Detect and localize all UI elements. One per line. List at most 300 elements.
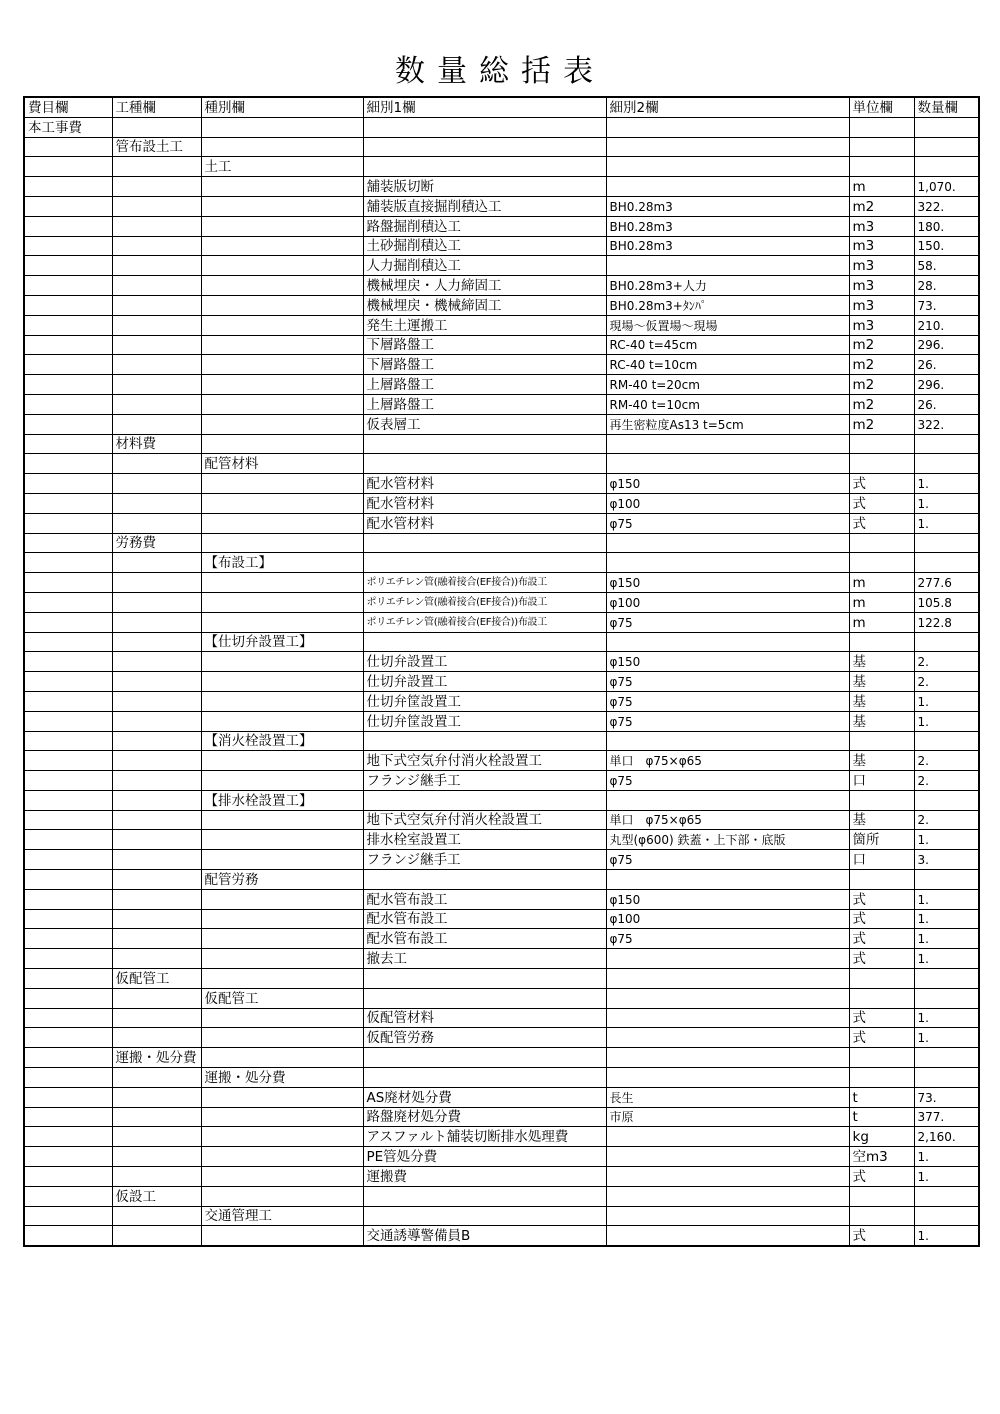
work-type-cell <box>112 790 201 810</box>
quantity-cell <box>914 157 979 177</box>
quantity-cell: 377. <box>914 1107 979 1127</box>
work-type-cell <box>112 632 201 652</box>
work-type-cell <box>112 573 201 593</box>
detail2-cell <box>606 157 849 177</box>
detail2-cell: 現場～仮置場～現場 <box>606 315 849 335</box>
cost-item-cell <box>24 335 112 355</box>
category-cell: 【排水栓設置工】 <box>201 790 363 810</box>
table-row <box>24 1226 979 1246</box>
detail1-cell: 仮表層工 <box>363 414 606 434</box>
unit-cell <box>849 454 914 474</box>
table-row <box>24 137 979 157</box>
header-cell: 単位欄 <box>849 97 914 117</box>
work-type-cell <box>112 1226 201 1246</box>
quantity-cell: 28. <box>914 276 979 296</box>
detail1-cell <box>363 790 606 810</box>
work-type-cell <box>112 909 201 929</box>
cost-item-cell <box>24 988 112 1008</box>
category-cell: 【消火栓設置工】 <box>201 731 363 751</box>
unit-cell: m3 <box>849 315 914 335</box>
detail2-cell: φ100 <box>606 592 849 612</box>
unit-cell: 箇所 <box>849 830 914 850</box>
detail2-cell: 再生密粒度As13 t=5cm <box>606 414 849 434</box>
work-type-cell <box>112 612 201 632</box>
quantity-summary-table <box>23 96 980 1247</box>
work-type-cell <box>112 1167 201 1187</box>
cost-item-cell <box>24 711 112 731</box>
quantity-cell: 1. <box>914 1028 979 1048</box>
work-type-cell: 管布設土工 <box>112 137 201 157</box>
unit-cell: m2 <box>849 355 914 375</box>
table-row <box>24 474 979 494</box>
category-cell <box>201 672 363 692</box>
detail1-cell: 配水管材料 <box>363 493 606 513</box>
table-row <box>24 1048 979 1068</box>
cost-item-cell <box>24 929 112 949</box>
detail2-cell: RC-40 t=10cm <box>606 355 849 375</box>
category-cell <box>201 929 363 949</box>
work-type-cell <box>112 1206 201 1226</box>
detail2-cell <box>606 1206 849 1226</box>
cost-item-cell <box>24 236 112 256</box>
detail2-cell: φ150 <box>606 652 849 672</box>
detail1-cell: ポリエチレン管(融着接合(EF接合))布設工 <box>363 592 606 612</box>
work-type-cell <box>112 949 201 969</box>
detail1-cell: ポリエチレン管(融着接合(EF接合))布設工 <box>363 612 606 632</box>
detail1-cell: フランジ継手工 <box>363 771 606 791</box>
cost-item-cell <box>24 969 112 989</box>
quantity-cell: 2. <box>914 771 979 791</box>
table-row <box>24 1087 979 1107</box>
unit-cell: 式 <box>849 1167 914 1187</box>
detail1-cell: 配水管布設工 <box>363 889 606 909</box>
cost-item-cell <box>24 1028 112 1048</box>
unit-cell: 式 <box>849 1028 914 1048</box>
detail1-cell: 上層路盤工 <box>363 375 606 395</box>
detail2-cell <box>606 949 849 969</box>
detail1-cell: 発生土運搬工 <box>363 315 606 335</box>
cost-item-cell <box>24 553 112 573</box>
cost-item-cell <box>24 394 112 414</box>
table-row <box>24 394 979 414</box>
quantity-cell <box>914 731 979 751</box>
cost-item-cell <box>24 672 112 692</box>
unit-cell: m <box>849 177 914 197</box>
cost-item-cell <box>24 474 112 494</box>
table-row <box>24 177 979 197</box>
cost-item-cell <box>24 315 112 335</box>
table-row <box>24 1206 979 1226</box>
detail1-cell: アスファルト舗装切断排水処理費 <box>363 1127 606 1147</box>
detail1-cell: 仕切弁筐設置工 <box>363 711 606 731</box>
quantity-cell <box>914 1186 979 1206</box>
table-row <box>24 355 979 375</box>
detail1-cell <box>363 117 606 137</box>
unit-cell: t <box>849 1087 914 1107</box>
work-type-cell <box>112 870 201 890</box>
unit-cell <box>849 1206 914 1226</box>
table-row <box>24 1028 979 1048</box>
work-type-cell <box>112 1127 201 1147</box>
category-cell <box>201 830 363 850</box>
unit-cell <box>849 553 914 573</box>
category-cell <box>201 889 363 909</box>
category-cell <box>201 137 363 157</box>
cost-item-cell <box>24 810 112 830</box>
cost-item-cell <box>24 276 112 296</box>
category-cell: 配管材料 <box>201 454 363 474</box>
table-row <box>24 830 979 850</box>
unit-cell: 基 <box>849 672 914 692</box>
detail1-cell <box>363 137 606 157</box>
cost-item-cell <box>24 533 112 553</box>
cost-item-cell: 本工事費 <box>24 117 112 137</box>
quantity-cell: 180. <box>914 216 979 236</box>
category-cell <box>201 394 363 414</box>
quantity-cell: 1. <box>914 691 979 711</box>
work-type-cell <box>112 672 201 692</box>
work-type-cell <box>112 315 201 335</box>
detail1-cell: 配水管布設工 <box>363 929 606 949</box>
cost-item-cell <box>24 295 112 315</box>
cost-item-cell <box>24 157 112 177</box>
detail2-cell: BH0.28m3 <box>606 196 849 216</box>
detail1-cell <box>363 157 606 177</box>
unit-cell <box>849 1068 914 1088</box>
unit-cell <box>849 1048 914 1068</box>
detail2-cell <box>606 256 849 276</box>
cost-item-cell <box>24 375 112 395</box>
quantity-cell: 2. <box>914 810 979 830</box>
work-type-cell <box>112 216 201 236</box>
category-cell <box>201 335 363 355</box>
unit-cell: m3 <box>849 256 914 276</box>
detail1-cell: 地下式空気弁付消火栓設置工 <box>363 810 606 830</box>
unit-cell: 基 <box>849 711 914 731</box>
work-type-cell <box>112 1147 201 1167</box>
work-type-cell: 仮配管工 <box>112 969 201 989</box>
unit-cell: 式 <box>849 909 914 929</box>
unit-cell <box>849 632 914 652</box>
detail1-cell: 仮配管労務 <box>363 1028 606 1048</box>
detail2-cell: φ75 <box>606 771 849 791</box>
unit-cell: 式 <box>849 513 914 533</box>
detail2-cell: φ75 <box>606 691 849 711</box>
quantity-cell <box>914 553 979 573</box>
detail2-cell: 丸型(φ600) 鉄蓋・上下部・底版 <box>606 830 849 850</box>
category-cell: 仮配管工 <box>201 988 363 1008</box>
quantity-cell: 73. <box>914 295 979 315</box>
table-row <box>24 870 979 890</box>
detail2-cell: 市原 <box>606 1107 849 1127</box>
category-cell <box>201 177 363 197</box>
cost-item-cell <box>24 454 112 474</box>
category-cell: 配管労務 <box>201 870 363 890</box>
category-cell <box>201 1147 363 1167</box>
table-row <box>24 434 979 454</box>
work-type-cell <box>112 988 201 1008</box>
table-row <box>24 711 979 731</box>
table-body <box>24 117 979 1246</box>
quantity-cell <box>914 454 979 474</box>
work-type-cell <box>112 691 201 711</box>
category-cell <box>201 1028 363 1048</box>
category-cell <box>201 295 363 315</box>
table-row <box>24 691 979 711</box>
unit-cell <box>849 117 914 137</box>
detail2-cell: φ75 <box>606 513 849 533</box>
detail1-cell <box>363 434 606 454</box>
detail1-cell: PE管処分費 <box>363 1147 606 1167</box>
detail1-cell: 排水栓室設置工 <box>363 830 606 850</box>
quantity-cell: 105.8 <box>914 592 979 612</box>
detail1-cell: 人力掘削積込工 <box>363 256 606 276</box>
cost-item-cell <box>24 909 112 929</box>
table-row <box>24 672 979 692</box>
category-cell <box>201 969 363 989</box>
table-row <box>24 632 979 652</box>
work-type-cell <box>112 1008 201 1028</box>
detail2-cell: φ150 <box>606 573 849 593</box>
quantity-cell: 58. <box>914 256 979 276</box>
detail1-cell <box>363 988 606 1008</box>
detail1-cell <box>363 1068 606 1088</box>
table-row <box>24 493 979 513</box>
detail2-cell <box>606 731 849 751</box>
unit-cell: m2 <box>849 335 914 355</box>
table-row <box>24 1008 979 1028</box>
category-cell: 【仕切弁設置工】 <box>201 632 363 652</box>
detail2-cell <box>606 1048 849 1068</box>
cost-item-cell <box>24 1008 112 1028</box>
category-cell <box>201 592 363 612</box>
table-row <box>24 810 979 830</box>
table-row <box>24 889 979 909</box>
category-cell <box>201 1127 363 1147</box>
category-cell <box>201 751 363 771</box>
detail1-cell: 上層路盤工 <box>363 394 606 414</box>
detail1-cell: 下層路盤工 <box>363 335 606 355</box>
category-cell <box>201 1087 363 1107</box>
unit-cell: 基 <box>849 751 914 771</box>
table-row <box>24 592 979 612</box>
quantity-cell <box>914 969 979 989</box>
detail1-cell <box>363 533 606 553</box>
detail2-cell <box>606 1147 849 1167</box>
quantity-cell: 122.8 <box>914 612 979 632</box>
detail1-cell <box>363 553 606 573</box>
quantity-cell: 2. <box>914 751 979 771</box>
category-cell <box>201 375 363 395</box>
cost-item-cell <box>24 355 112 375</box>
category-cell <box>201 256 363 276</box>
unit-cell: m2 <box>849 375 914 395</box>
table-row <box>24 196 979 216</box>
detail1-cell: 土砂掘削積込工 <box>363 236 606 256</box>
detail2-cell <box>606 117 849 137</box>
work-type-cell <box>112 157 201 177</box>
unit-cell: m2 <box>849 414 914 434</box>
quantity-cell <box>914 870 979 890</box>
detail1-cell: 配水管材料 <box>363 513 606 533</box>
header-cell: 数量欄 <box>914 97 979 117</box>
page-title: 数量総括表 <box>395 54 605 89</box>
table-row <box>24 414 979 434</box>
category-cell <box>201 414 363 434</box>
detail2-cell <box>606 177 849 197</box>
quantity-cell: 3. <box>914 850 979 870</box>
table-row <box>24 295 979 315</box>
detail2-cell: φ75 <box>606 929 849 949</box>
table-row <box>24 790 979 810</box>
work-type-cell <box>112 751 201 771</box>
table-row <box>24 1068 979 1088</box>
detail1-cell: 交通誘導警備員B <box>363 1226 606 1246</box>
category-cell: 【布設工】 <box>201 553 363 573</box>
table-row <box>24 731 979 751</box>
table-row <box>24 375 979 395</box>
category-cell <box>201 949 363 969</box>
detail1-cell <box>363 870 606 890</box>
table-row <box>24 157 979 177</box>
cost-item-cell <box>24 850 112 870</box>
category-cell <box>201 434 363 454</box>
unit-cell: m3 <box>849 276 914 296</box>
quantity-cell <box>914 988 979 1008</box>
cost-item-cell <box>24 870 112 890</box>
detail2-cell: RM-40 t=20cm <box>606 375 849 395</box>
cost-item-cell <box>24 1127 112 1147</box>
unit-cell: 式 <box>849 929 914 949</box>
detail1-cell: 下層路盤工 <box>363 355 606 375</box>
quantity-cell: 2. <box>914 672 979 692</box>
quantity-cell: 1. <box>914 1147 979 1167</box>
quantity-cell: 296. <box>914 375 979 395</box>
quantity-cell: 1. <box>914 1167 979 1187</box>
detail2-cell <box>606 1226 849 1246</box>
work-type-cell <box>112 1028 201 1048</box>
work-type-cell <box>112 355 201 375</box>
detail1-cell <box>363 1048 606 1068</box>
category-cell <box>201 493 363 513</box>
work-type-cell <box>112 177 201 197</box>
detail2-cell <box>606 790 849 810</box>
table-row <box>24 513 979 533</box>
table-row <box>24 533 979 553</box>
work-type-cell <box>112 889 201 909</box>
cost-item-cell <box>24 612 112 632</box>
work-type-cell <box>112 276 201 296</box>
detail1-cell: 撤去工 <box>363 949 606 969</box>
unit-cell: 式 <box>849 949 914 969</box>
detail2-cell <box>606 988 849 1008</box>
cost-item-cell <box>24 1167 112 1187</box>
quantity-cell <box>914 1206 979 1226</box>
unit-cell: 式 <box>849 493 914 513</box>
unit-cell: 口 <box>849 771 914 791</box>
category-cell: 交通管理工 <box>201 1206 363 1226</box>
work-type-cell <box>112 771 201 791</box>
quantity-cell: 1. <box>914 711 979 731</box>
quantity-cell: 1. <box>914 830 979 850</box>
category-cell <box>201 850 363 870</box>
unit-cell: 基 <box>849 652 914 672</box>
detail1-cell: フランジ継手工 <box>363 850 606 870</box>
quantity-cell: 322. <box>914 414 979 434</box>
unit-cell: 式 <box>849 1008 914 1028</box>
detail1-cell: 機械埋戻・人力締固工 <box>363 276 606 296</box>
quantity-cell: 277.6 <box>914 573 979 593</box>
header-cell: 細別2欄 <box>606 97 849 117</box>
detail2-cell <box>606 1127 849 1147</box>
cost-item-cell <box>24 1068 112 1088</box>
table-row <box>24 949 979 969</box>
cost-item-cell <box>24 691 112 711</box>
quantity-cell: 26. <box>914 355 979 375</box>
category-cell <box>201 652 363 672</box>
detail2-cell <box>606 632 849 652</box>
quantity-cell: 1,070. <box>914 177 979 197</box>
unit-cell: 基 <box>849 691 914 711</box>
detail1-cell: 仕切弁設置工 <box>363 672 606 692</box>
detail1-cell: 仕切弁設置工 <box>363 652 606 672</box>
cost-item-cell <box>24 1087 112 1107</box>
detail2-cell <box>606 870 849 890</box>
quantity-cell <box>914 1048 979 1068</box>
cost-item-cell <box>24 573 112 593</box>
detail2-cell <box>606 434 849 454</box>
detail2-cell: RC-40 t=45cm <box>606 335 849 355</box>
unit-cell: m <box>849 573 914 593</box>
cost-item-cell <box>24 652 112 672</box>
work-type-cell: 運搬・処分費 <box>112 1048 201 1068</box>
table-row <box>24 612 979 632</box>
cost-item-cell <box>24 731 112 751</box>
cost-item-cell <box>24 434 112 454</box>
cost-item-cell <box>24 1226 112 1246</box>
detail2-cell <box>606 553 849 573</box>
work-type-cell <box>112 731 201 751</box>
work-type-cell: 仮設工 <box>112 1186 201 1206</box>
detail2-cell <box>606 969 849 989</box>
unit-cell <box>849 731 914 751</box>
detail2-cell: φ75 <box>606 711 849 731</box>
category-cell <box>201 196 363 216</box>
detail2-cell: φ100 <box>606 493 849 513</box>
work-type-cell <box>112 652 201 672</box>
header-cell: 費目欄 <box>24 97 112 117</box>
detail2-cell: φ75 <box>606 612 849 632</box>
detail2-cell: BH0.28m3 <box>606 236 849 256</box>
unit-cell <box>849 157 914 177</box>
unit-cell: m2 <box>849 394 914 414</box>
cost-item-cell <box>24 513 112 533</box>
quantity-cell: 322. <box>914 196 979 216</box>
detail1-cell <box>363 1186 606 1206</box>
detail1-cell <box>363 454 606 474</box>
unit-cell: 口 <box>849 850 914 870</box>
table-row <box>24 454 979 474</box>
unit-cell: 式 <box>849 889 914 909</box>
category-cell <box>201 612 363 632</box>
cost-item-cell <box>24 177 112 197</box>
quantity-cell: 1. <box>914 493 979 513</box>
cost-item-cell <box>24 751 112 771</box>
cost-item-cell <box>24 1206 112 1226</box>
work-type-cell <box>112 1068 201 1088</box>
unit-cell: m3 <box>849 236 914 256</box>
work-type-cell: 材料費 <box>112 434 201 454</box>
